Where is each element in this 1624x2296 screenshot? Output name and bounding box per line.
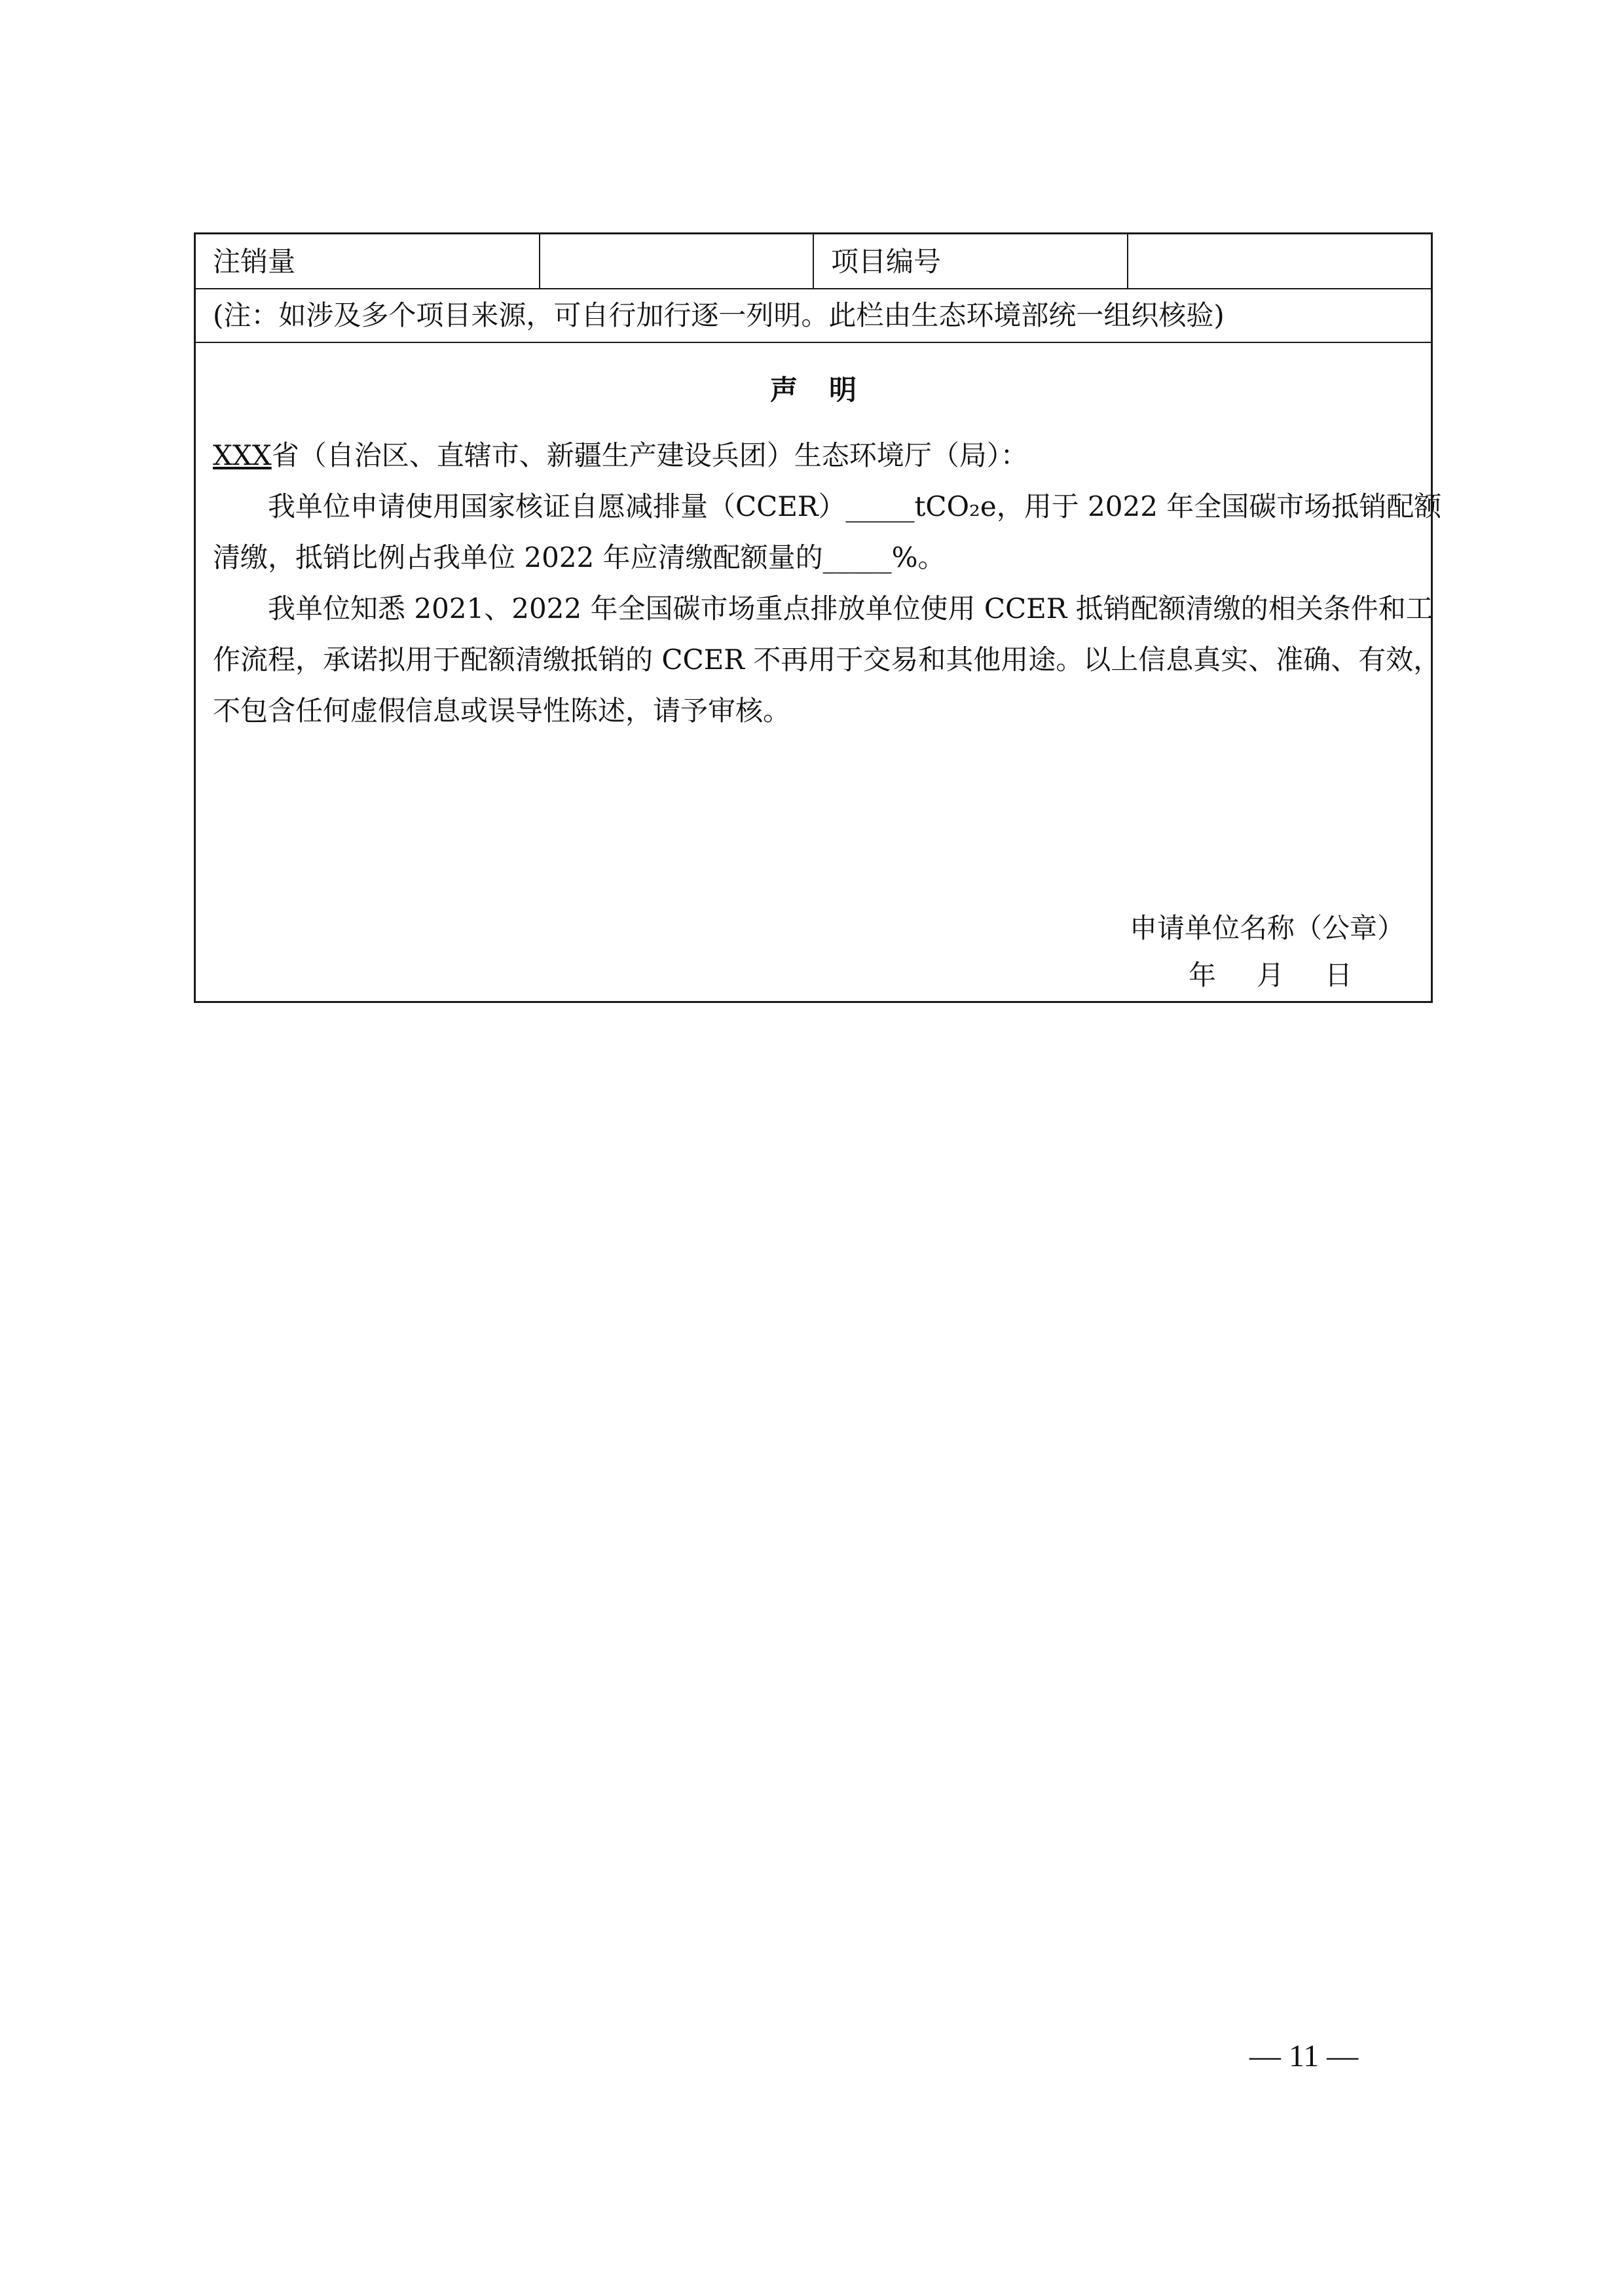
- paragraph1-line2: 清缴，抵销比例占我单位 2022 年应清缴配额量的_____%。: [213, 541, 946, 574]
- declaration-form-table: [194, 232, 1442, 1003]
- paragraph2-line3: 不包含任何虚假信息或误导性陈述，请予审核。: [213, 695, 791, 727]
- paragraph2-line2: 作流程，承诺拟用于配额清缴抵销的 CCER 不再用于交易和其他用途。以上信息真实、准确、有效，: [213, 644, 1441, 676]
- project-number-label: 项目编号: [831, 246, 942, 278]
- addressee-text: 省（自治区、直辖市、新疆生产建设兵团）生态环境厅（局）：: [271, 439, 1028, 471]
- project-number-value-cell[interactable]: [1128, 234, 1431, 288]
- declaration-title: 声明: [769, 374, 888, 406]
- applicant-signature-label: 申请单位名称（公章）: [1129, 912, 1405, 944]
- page-number: — 11 —: [1249, 2039, 1359, 2073]
- cancel-amount-label: 注销量: [213, 246, 296, 278]
- date-label: 年月日: [1189, 959, 1393, 991]
- cancel-amount-value-cell[interactable]: [540, 234, 814, 288]
- cancel-amount-label-cell: [196, 234, 540, 288]
- paragraph1-line1: 我单位申请使用国家核证自愿减排量（CCER）_____tCO₂e，用于 2022 年全国碳市场抵销配额: [268, 490, 1442, 522]
- addressee-line: [213, 441, 1028, 470]
- table-note: (注：如涉及多个项目来源，可自行加行逐一列明。此栏由生态环境部统一组织核验): [213, 299, 1225, 331]
- table-note-row: [196, 288, 1431, 343]
- addressee-placeholder: XXX: [213, 439, 272, 471]
- table-row: [196, 234, 1431, 289]
- paragraph2-line1: 我单位知悉 2021、2022 年全国碳市场重点排放单位使用 CCER 抵销配额清缴的相关条件和工: [268, 592, 1433, 625]
- declaration-section: [196, 342, 1442, 1001]
- project-number-label-cell: [814, 234, 1128, 288]
